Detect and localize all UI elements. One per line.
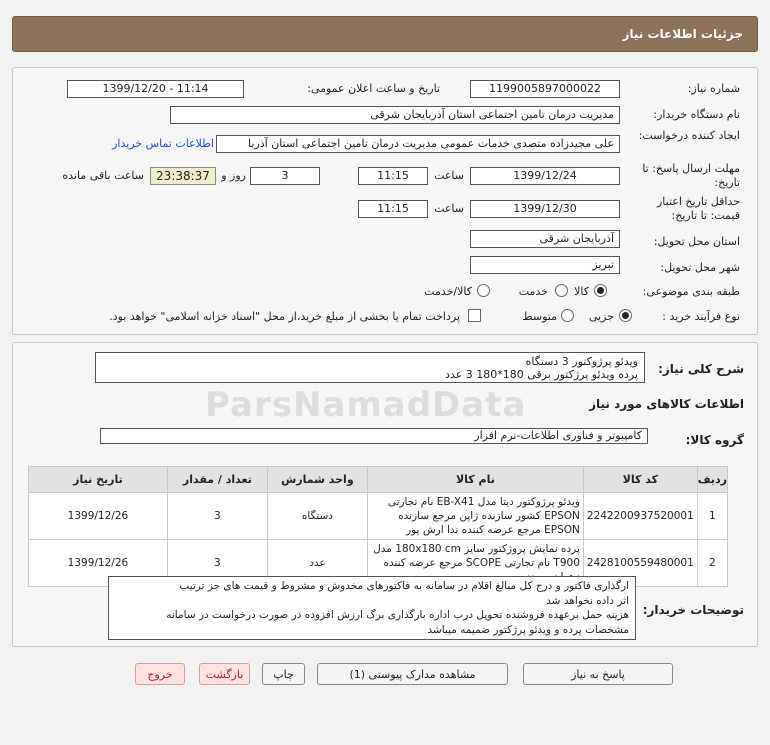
cell-code: 2428100559480001 (583, 540, 697, 587)
cell-code: 2242200937520001 (583, 493, 697, 540)
items-header-row (29, 467, 728, 493)
notes-line-2: اثر داده نخواهد شد (546, 594, 629, 607)
contact-buyer-link[interactable]: اطلاعات تماس خریدار (112, 137, 214, 150)
col-unit: واحد شمارش (267, 467, 367, 493)
cell-date: 1399/12/26 (29, 493, 168, 540)
category-radio-goods[interactable] (594, 284, 607, 297)
reply-button[interactable]: پاسخ به نیاز (523, 663, 673, 685)
process-radio-medium[interactable] (561, 309, 574, 322)
buyer-label: نام دستگاه خریدار: (653, 108, 740, 121)
payment-checkbox[interactable] (468, 309, 481, 322)
watermark-text: ParsNamadData (205, 385, 527, 425)
validity-time-label: ساعت (434, 202, 464, 215)
category-radio-service[interactable] (555, 284, 568, 297)
validity-time-field: 11:15 (358, 200, 428, 218)
cell-row: 2 (697, 540, 727, 587)
province-field: آذربایجان شرقی (470, 230, 620, 248)
category-label: طبقه بندی موضوعی: (642, 285, 740, 298)
category-option-service: خدمت (518, 285, 548, 298)
col-row: ردیف (697, 467, 727, 493)
goods-section-title: اطلاعات کالاهای مورد نیاز (589, 397, 744, 411)
process-option-medium: متوسط (522, 310, 557, 323)
notes-box (108, 576, 636, 640)
deadline-label: مهلت ارسال پاسخ: تا تاریخ: (642, 162, 740, 189)
remaining-timer: 23:38:37 (150, 167, 216, 185)
need-number-field: 1199005897000022 (470, 80, 620, 98)
creator-label: ایجاد کننده درخواست: (638, 129, 740, 142)
col-name: نام کالا (367, 467, 583, 493)
process-radio-minor[interactable] (619, 309, 632, 322)
summary-label: شرح کلی نیاز: (658, 362, 744, 376)
exit-button[interactable]: خروج (135, 663, 185, 685)
deadline-time-field: 11:15 (358, 167, 428, 185)
col-date: تاریخ نیاز (29, 467, 168, 493)
category-radio-goods-service[interactable] (477, 284, 490, 297)
cell-unit: عدد (267, 540, 367, 587)
need-number-label: شماره نیاز: (687, 82, 740, 95)
notes-line-1: ارگذاری فاکتور و درج کل مبالغ اقلام در سامانه به فاکتورهای مخدوش و مشروط و قیمت های جز ترتیب (179, 580, 629, 592)
goods-group-label: گروه کالا: (685, 433, 744, 447)
print-button[interactable]: چاپ (262, 663, 305, 685)
city-label: شهر محل تحویل: (660, 261, 740, 274)
deadline-time-label: ساعت (434, 169, 464, 182)
summary-line-1: ویدئو پرژوکتور 3 دستگاه (525, 355, 638, 368)
announce-label: تاریخ و ساعت اعلان عمومی: (307, 82, 440, 95)
province-label: استان محل تحویل: (653, 235, 740, 248)
days-label: روز و (221, 169, 246, 182)
items-table (28, 466, 728, 587)
validity-label: حداقل تاریخ اعتبار قیمت: تا تاریخ: (656, 195, 740, 222)
category-option-goods: کالا (574, 285, 589, 298)
creator-field: علی مجیدزاده متصدی خدمات عمومی مدیریت درمان تامین اجتماعی استان آذربا (216, 135, 620, 153)
cell-date: 1399/12/26 (29, 540, 168, 587)
col-qty: تعداد / مقدار (167, 467, 267, 493)
process-label: نوع فرآیند خرید : (662, 310, 740, 323)
deadline-date-field: 1399/12/24 (470, 167, 620, 185)
process-option-minor: جزیی (588, 310, 614, 323)
back-button[interactable]: بازگشت (199, 663, 250, 685)
notes-line-4: مشخصات پرده و ویدئو پرژکتور ضمیمه میباشد (427, 623, 629, 636)
remaining-label: ساعت باقی مانده (62, 169, 144, 182)
cell-unit: دستگاه (267, 493, 367, 540)
validity-date-field: 1399/12/30 (470, 200, 620, 218)
days-field: 3 (250, 167, 320, 185)
city-field: تبریز (470, 256, 620, 274)
cell-row: 1 (697, 493, 727, 540)
payment-note: پرداخت تمام یا بخشی از مبلغ خرید،از محل "اسناد خزانه اسلامی" خواهد بود. (109, 310, 460, 323)
table-row[interactable] (29, 493, 728, 540)
attachments-button[interactable]: مشاهده مدارک پیوستی (1) (317, 663, 508, 685)
summary-box (95, 352, 645, 383)
notes-label: توضیحات خریدار: (642, 603, 744, 617)
announce-field: 1399/12/20 - 11:14 (67, 80, 244, 98)
buyer-field: مدیریت درمان تامین اجتماعی استان آذربایجان شرقی (170, 106, 620, 124)
category-option-goods-service: کالا/خدمت (424, 285, 472, 298)
notes-line-3: هزینه حمل برعهده فروشنده تحویل درب اداره بارگذاری برگ ارزش افزوده در صورت درخواست در سامانه (166, 609, 629, 621)
col-code: کد کالا (583, 467, 697, 493)
page-title-bar (12, 16, 758, 52)
goods-group-field: کامپیوتر و فناوری اطلاعات-نرم افزار (100, 428, 648, 444)
page-title: جزئیات اطلاعات نیاز (622, 27, 743, 41)
cell-name: ویدئو پرژوکتور دیتا مدل EB-X41 نام تجارتی EPSON کشور سازنده ژاپن مرجع سازنده EPSON مرجع عرضه کننده ندا ارش پور (367, 493, 583, 540)
cell-qty: 3 (167, 493, 267, 540)
cell-qty: 3 (167, 540, 267, 587)
cell-name: پرده نمایش پروژکتور سایز 180x180 cm مدل T900 نام تجارتی SCOPE مرجع عرضه کننده (367, 540, 583, 587)
summary-line-2: پرده ویدئو پرژکتور برقی 180*180 3 عدد (445, 368, 638, 381)
